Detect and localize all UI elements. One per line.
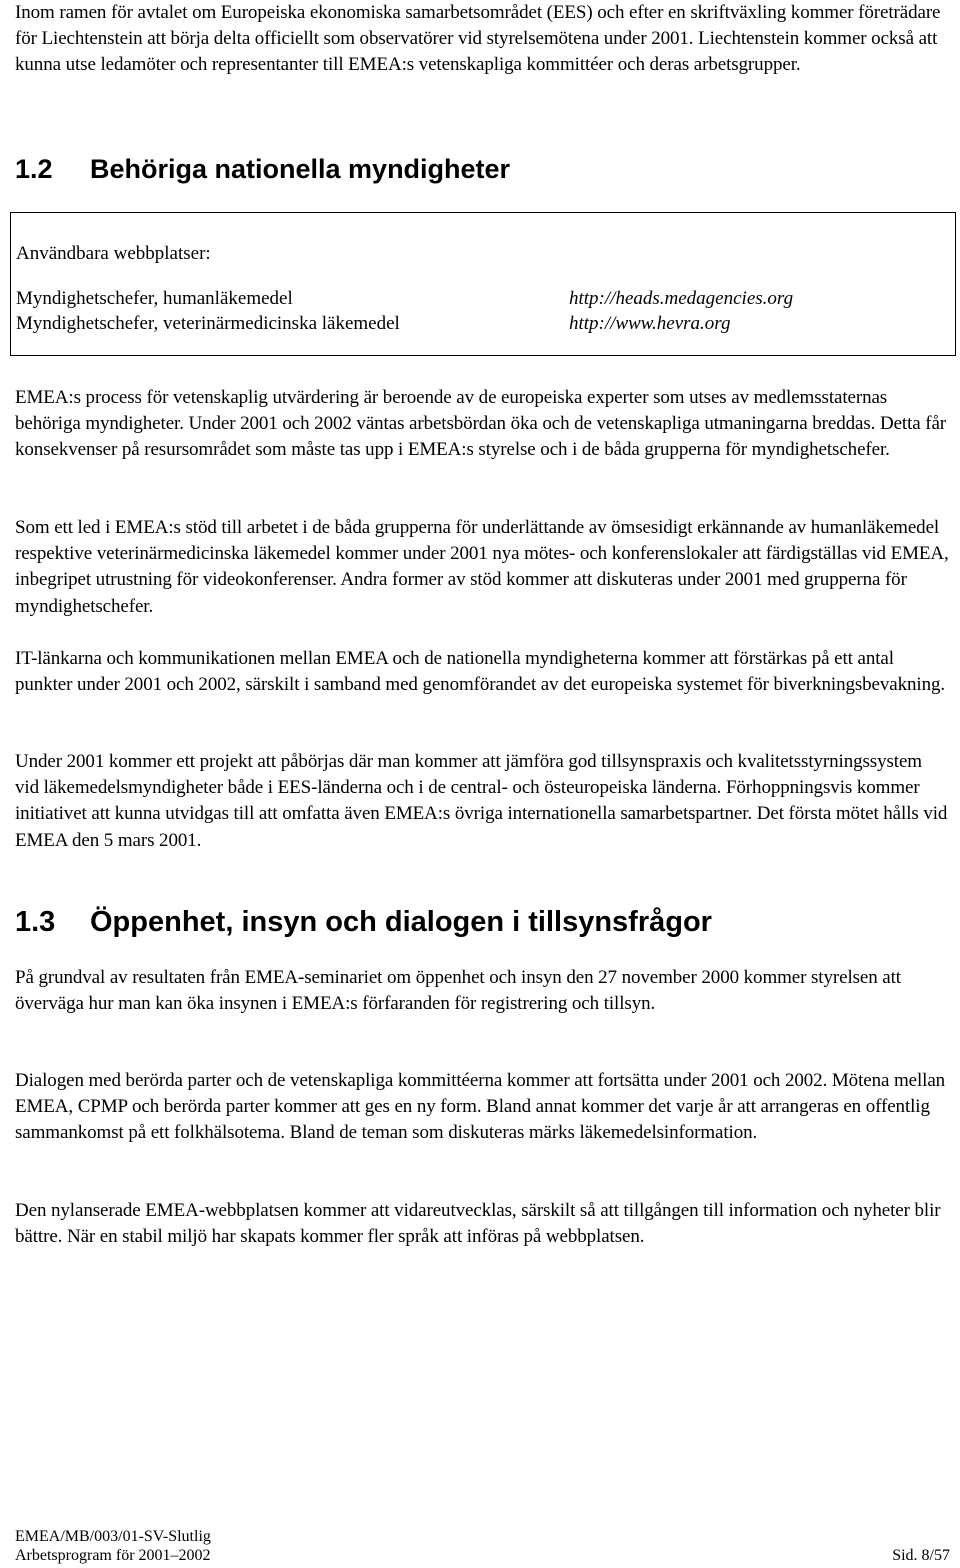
section-heading-1-3 xyxy=(15,903,712,941)
footer-doc-ref: EMEA/MB/003/01-SV-Slutlig xyxy=(15,1528,211,1545)
section-title: Behöriga nationella myndigheter xyxy=(90,154,511,184)
useful-websites-box xyxy=(10,212,956,356)
section-number: 1.3 xyxy=(15,906,56,938)
body-paragraph: EMEA:s process för vetenskaplig utvärdering är beroende av de europeiska experter som utses av medlemsstaternas behöriga myndigheter. Under 2001 och 2002 väntas arbetsbördan öka och de vetenskapliga utmaningarna breddas. Detta får konsekvenser på resursområdet som måste tas upp i EMEA:s styrelse och i de båda grupperna för myndighetschefer. xyxy=(15,387,947,461)
footer-line xyxy=(15,1546,950,1565)
useful-websites-heading: Användbara webbplatser: xyxy=(16,243,211,264)
intro-paragraph: Inom ramen för avtalet om Europeiska ekonomiska samarbetsområdet (EES) och efter en skriftväxling kommer företrädare för Liechtenstein att börja delta officiellt som observatörer vid styrelsemötena under 2001. Liechtenstein kommer också att kunna utse ledamöter och representanter till EMEA:s vetenskapliga kommittéer och deras arbetsgrupper. xyxy=(15,2,941,76)
website-label: Myndighetschefer, veterinärmedicinska läkemedel xyxy=(16,313,400,334)
body-paragraph: På grundval av resultaten från EMEA-seminariet om öppenhet och insyn den 27 november 2000 kommer styrelsen att överväga hur man kan öka insynen i EMEA:s förfaranden för registrering och tillsyn. xyxy=(15,967,901,1015)
body-paragraph: Som ett led i EMEA:s stöd till arbetet i de båda grupperna för underlättande av ömsesidigt erkännande av humanläkemedel respektive veterinärmedicinska läkemedel kommer under 2001 nya mötes- och konferenslokaler att färdigställas vid EMEA, inbegripet utrustning för videokonferenser. Andra former av stöd kommer att diskuteras under 2001 med grupperna för myndighetschefer. xyxy=(15,517,949,617)
footer-program: Arbetsprogram för 2001–2002 xyxy=(15,1547,211,1564)
website-url-link[interactable]: http://heads.medagencies.org xyxy=(569,288,794,309)
body-paragraph: Den nylanserade EMEA-webbplatsen kommer att vidareutvecklas, särskilt så att tillgången till information och nyheter blir bättre. När en stabil miljö har skapats kommer fler språk att införas på webbplatsen. xyxy=(15,1200,941,1248)
website-label: Myndighetschefer, humanläkemedel xyxy=(16,288,293,309)
body-paragraph: Under 2001 kommer ett projekt att påbörjas där man kommer att jämföra god tillsynspraxis och kvalitetsstyrningssystem vid läkemedelsmyndigheter både i EES-länderna och i de central- och östeuropeiska länderna. Förhoppningsvis kommer initiativet att kunna utvidgas till att omfatta även EMEA:s övriga internationella samarbetspartner. Det första mötet hålls vid EMEA den 5 mars 2001. xyxy=(15,751,948,851)
body-paragraph: Dialogen med berörda parter och de vetenskapliga kommittéerna kommer att fortsätta under 2001 och 2002. Mötena mellan EMEA, CPMP och berörda parter kommer att ges en ny form. Bland annat kommer det varje år att arrangeras en offentlig sammankomst på ett folkhälsotema. Bland de teman som diskuteras märks läkemedelsinformation. xyxy=(15,1070,946,1144)
website-url-link[interactable]: http://www.hevra.org xyxy=(569,313,731,334)
footer-page-number: Sid. 8/57 xyxy=(892,1547,950,1564)
section-title: Öppenhet, insyn och dialogen i tillsynsfrågor xyxy=(90,906,712,938)
section-number: 1.2 xyxy=(15,154,53,184)
body-paragraph: IT-länkarna och kommunikationen mellan EMEA och de nationella myndigheterna kommer att förstärkas på ett antal punkter under 2001 och 2002, särskilt i samband med genomförandet av det europeiska systemet för biverkningsbevakning. xyxy=(15,648,946,696)
section-heading-1-2 xyxy=(15,151,510,187)
